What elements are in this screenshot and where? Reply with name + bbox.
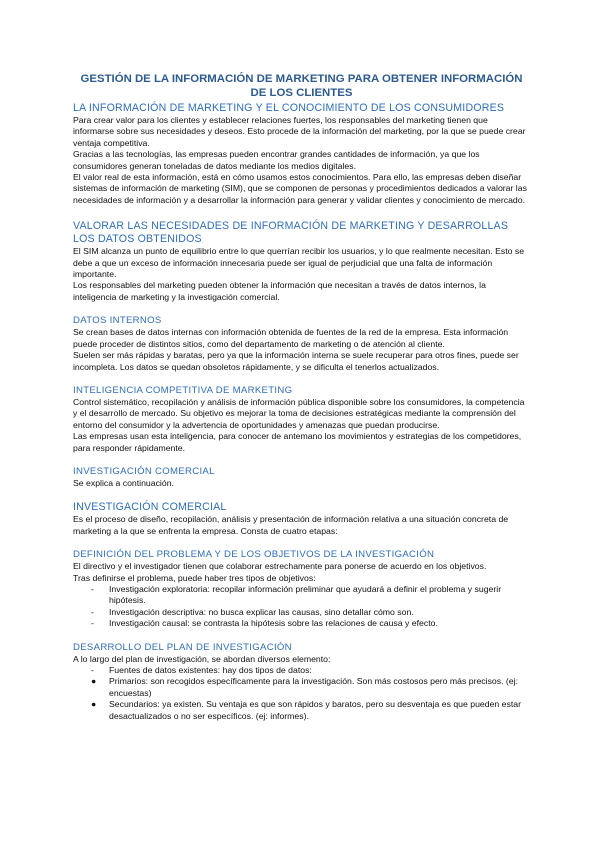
section-heading-informacion-marketing: LA INFORMACIÓN DE MARKETING Y EL CONOCIMIENTO DE LOS CONSUMIDORES — [73, 102, 505, 114]
paragraph: A lo largo del plan de investigación, se abordan diversos elemento: — [73, 653, 331, 664]
paragraph: Suelen ser más rápidas y baratas, pero ya que la información interna se suele recuperar para otros fines, puede ser incompleta. Los datos se quedan obsoletos rápidamente, y se dificulta el tenerlos actualizados. — [73, 350, 519, 372]
section-heading-definicion-problema: DEFINICIÓN DEL PROBLEMA Y DE LOS OBJETIVOS DE LA INVESTIGACIÓN — [73, 549, 435, 561]
bullet-marker: ● — [91, 676, 97, 687]
list-item: - Investigación causal: se contrasta la hipótesis sobre las relaciones de causa y efecto. — [91, 618, 438, 629]
paragraph: Gracias a las tecnologías, las empresas pueden encontrar grandes cantidades de información, ya que los consumidores generan toneladas de datos mediante los medios digitales. — [73, 149, 480, 171]
paragraph: Se explica a continuación. — [73, 477, 174, 488]
paragraph: Se crean bases de datos internas con información obtenida de fuentes de la red de la empresa. Esta información puede proceder de distintos sitios, como del departamento de marketing o de atención al cliente. — [73, 327, 509, 349]
dash-marker: - — [91, 606, 94, 617]
section-heading-investigacion-comercial-intro: INVESTIGACIÓN COMERCIAL — [73, 465, 215, 477]
dash-marker: - — [91, 618, 94, 629]
list-item: - Fuentes de datos existentes: hay dos tipos de datos: — [91, 665, 312, 675]
list-item: ● Secundarios: ya existen. Su ventaja es que son rápidos y baratos, pero su desventaja es que pueden estar desactualizados o no ser específicos. (ej: informes). — [91, 699, 521, 721]
list-item: ● Primarios: son recogidos específicamente para la investigación. Son más costosos pero más precisos. (ej: encuestas) — [91, 676, 518, 698]
section-heading-valorar-necesidades: VALORAR LAS NECESIDADES DE INFORMACIÓN DE MARKETING Y DESARROLLAS LOS DATOS OBTENIDOS — [73, 220, 509, 246]
dash-marker: - — [91, 583, 94, 594]
list-item: - Investigación exploratoria: recopilar información preliminar que ayudará a definir el problema y sugerir hipótesis. — [91, 583, 502, 606]
paragraph: Control sistemático, recopilación y análisis de información pública disponible sobre los consumidores, la competencia y el desarrollo de mercado. Su objetivo es mejorar la toma de decisiones estratégicas mediante la comprensión del entorno del consumidor y la advertencia de oportunidades y amenazas que puedan producirse. — [73, 396, 525, 430]
paragraph: Los responsables del marketing pueden obtener la información que necesitan a través de datos internos, la inteligencia de marketing y la investigación comercial. — [73, 280, 486, 302]
plan-list — [73, 665, 530, 722]
bullet-marker: ● — [91, 699, 97, 710]
section-heading-inteligencia-competitiva: INTELIGENCIA COMPETITIVA DE MARKETING — [73, 384, 293, 396]
paragraph: El SIM alcanza un punto de equilibrio entre lo que querrían recibir los usuarios, y lo que realmente necesitan. Esto se debe a que un exceso de información innecesaria puede ser igual de perjudicial que una falta de información importante. — [73, 246, 525, 280]
section-heading-desarrollo-plan: DESARROLLO DEL PLAN DE INVESTIGACIÓN — [73, 641, 292, 653]
paragraph: Tras definirse el problema, puede haber tres tipos de objetivos: — [73, 572, 316, 583]
section-heading-investigacion-comercial: INVESTIGACIÓN COMERCIAL — [73, 501, 227, 514]
paragraph: El directivo y el investigador tienen que colaborar estrechamente para ponerse de acuerdo en los objetivos. — [73, 561, 487, 572]
paragraph: Es el proceso de diseño, recopilación, análisis y presentación de información relativa a una situación concreta de marketing a la que se enfrenta la empresa. Consta de cuatro etapas: — [73, 514, 509, 536]
list-item: - Investigación descriptiva: no busca explicar las causas, sino detallar cómo son. — [91, 606, 414, 617]
objectives-list — [73, 584, 530, 630]
paragraph: Las empresas usan esta inteligencia, para conocer de antemano los movimientos y estrategias de los competidores, para responder rápidamente. — [73, 431, 522, 453]
paragraph: Para crear valor para los clientes y establecer relaciones fuertes, los responsables del marketing tienen que informarse sobre sus necesidades y deseos. Esto procede de la información del marketing, por la que se puede crear ventaja competitiva. — [73, 115, 526, 148]
document-title: GESTIÓN DE LA INFORMACIÓN DE MARKETING PARA OBTENER INFORMACIÓN DE LOS CLIENTES — [80, 73, 523, 99]
paragraph: El valor real de esta información, está en cómo usamos estos conocimientos. Para ello, las empresas deben diseñar sistemas de información de marketing (SIM), que se componen de personas y procedimientos dedicados a valorar las necesidades de información y a desarrollar la información para generar y validar clientes y conocimiento de mercado. — [73, 172, 527, 205]
section-heading-datos-internos: DATOS INTERNOS — [73, 315, 162, 327]
dash-marker: - — [91, 665, 94, 675]
